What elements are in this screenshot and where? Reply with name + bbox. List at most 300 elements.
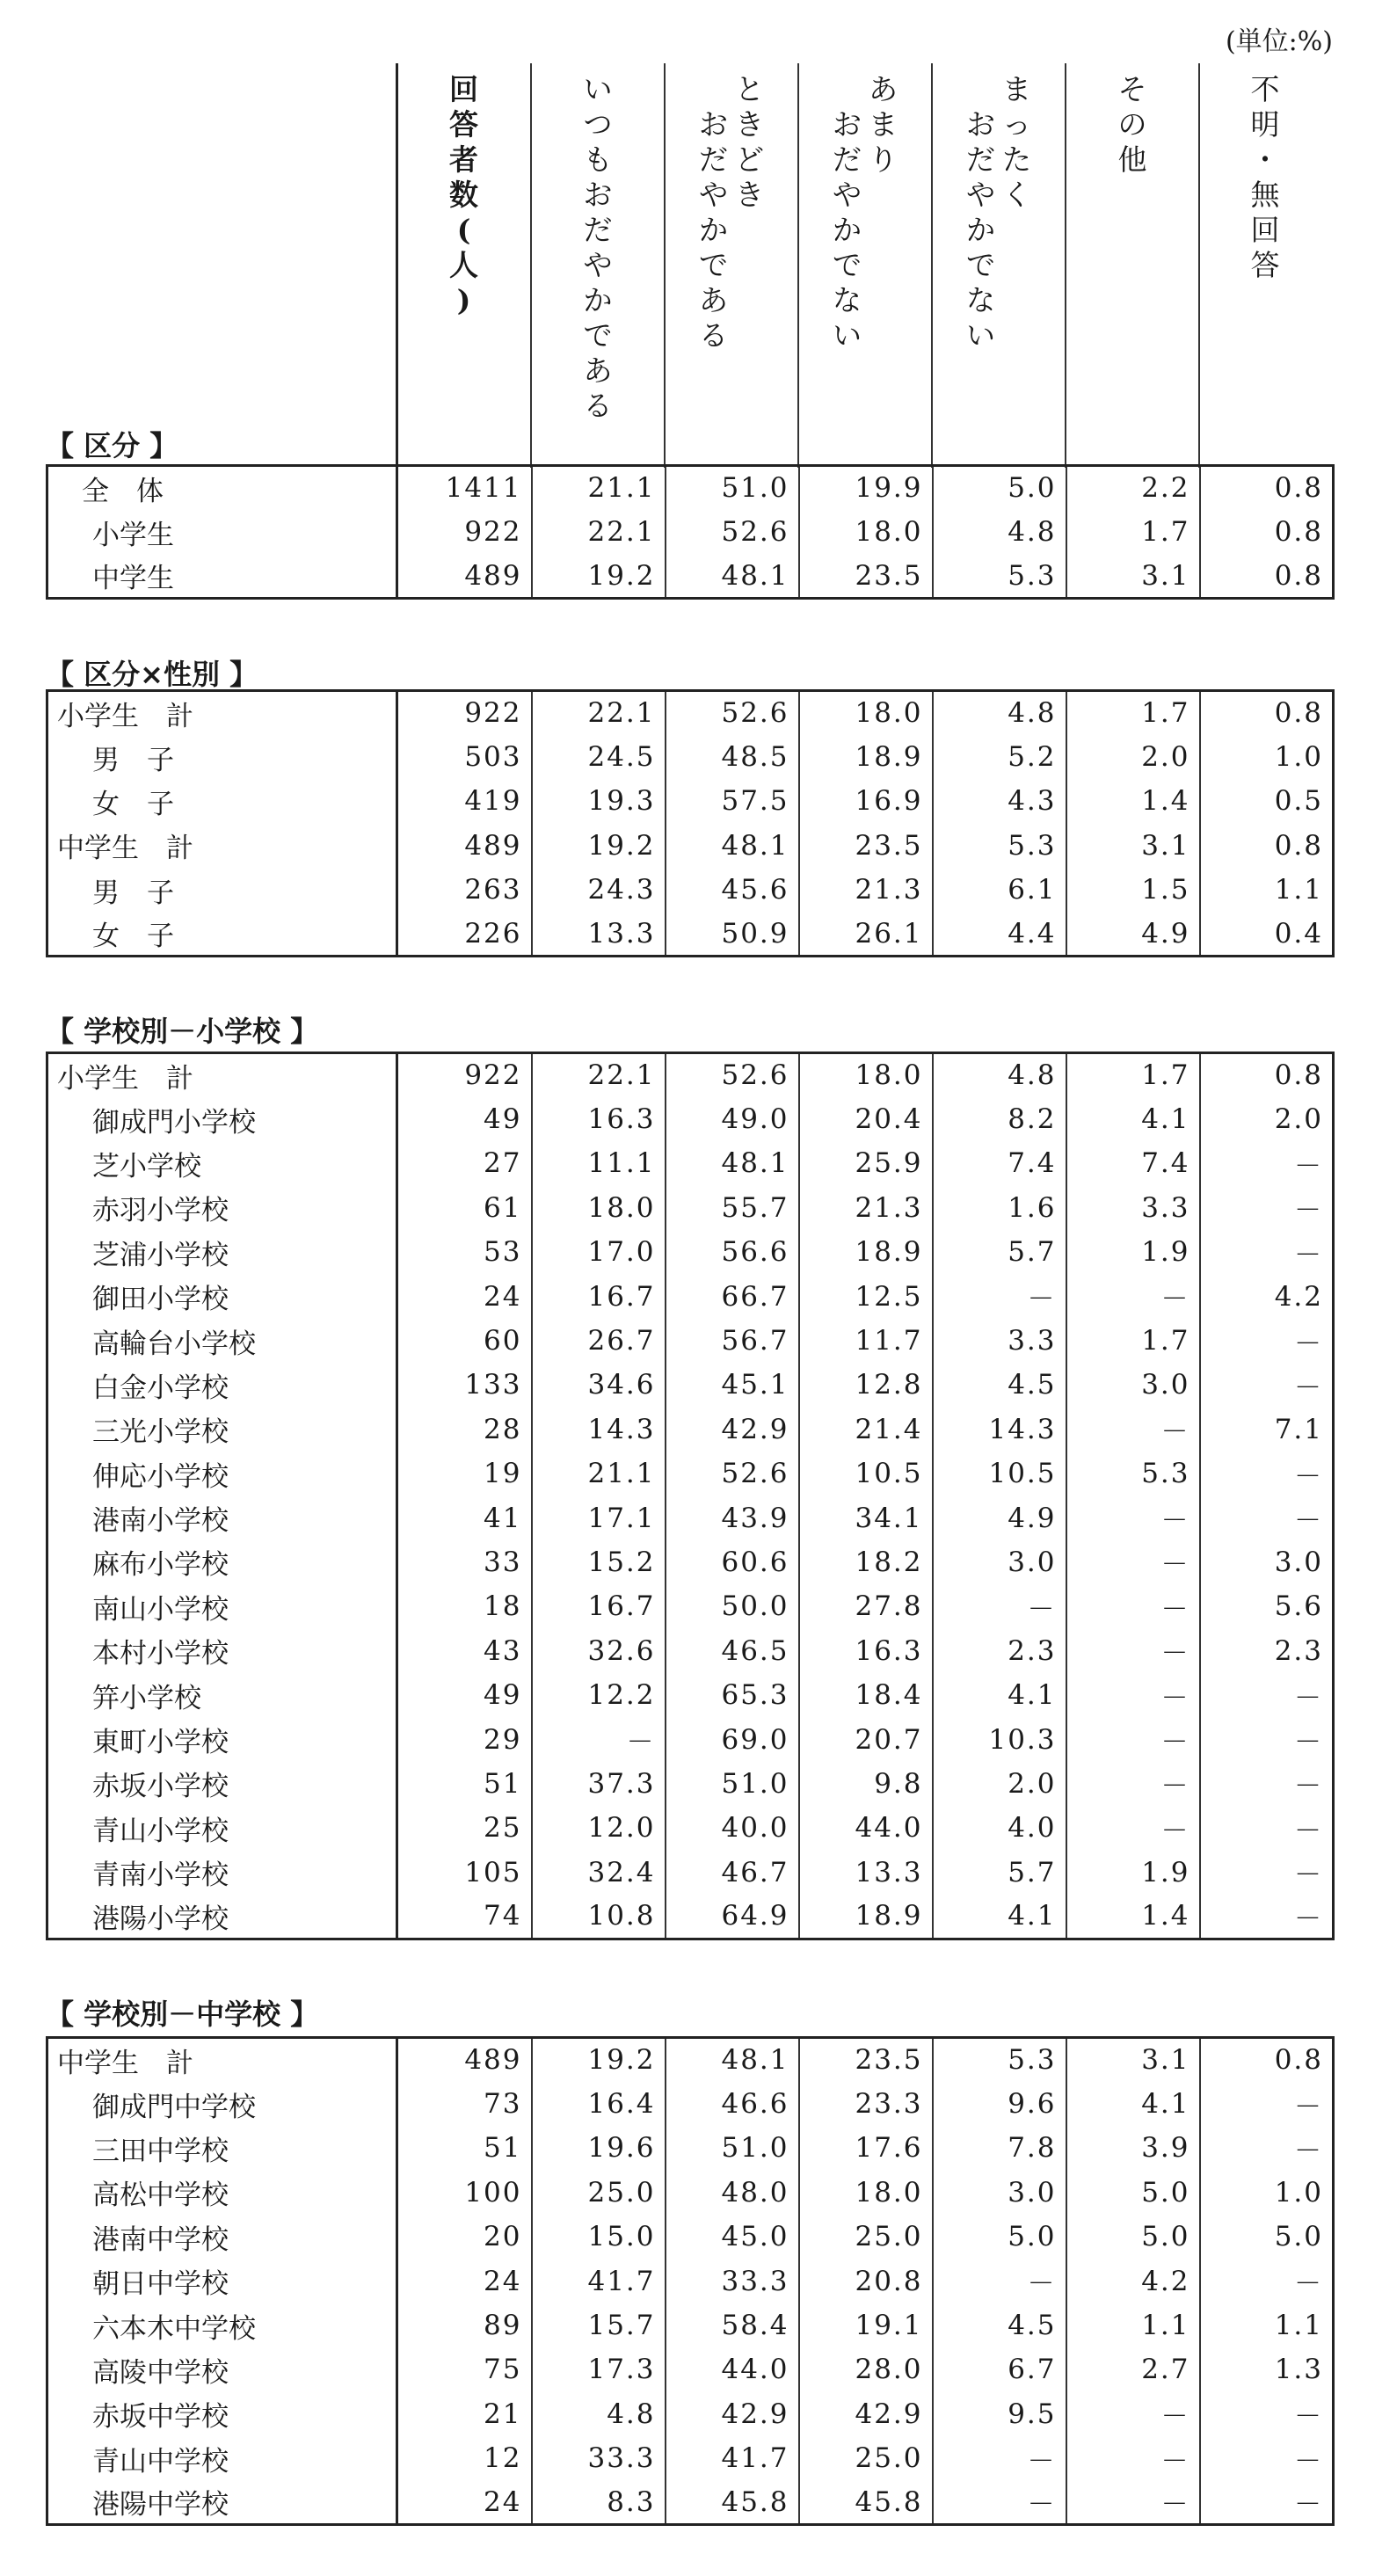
percent-cell: 5.0 [1200,2215,1334,2259]
table-row [47,1319,1334,1363]
row-label: 中学生 計 [57,2047,193,2079]
percent-cell: 1.9 [1066,1851,1200,1895]
percent-cell: 12.2 [532,1673,666,1717]
percent-cell: 5.2 [933,735,1066,779]
percent-cell: 23.5 [799,2038,933,2082]
percent-cell: － [1066,1495,1200,1539]
table-row [47,824,1334,868]
column-header-6 [1198,63,1330,468]
percent-cell: 15.0 [532,2215,666,2259]
percent-cell: 52.6 [666,510,799,554]
percent-cell: 13.3 [532,912,666,956]
column-header-text: お だ や か で あ る [699,107,728,353]
percent-cell: 56.6 [666,1230,799,1274]
section-title: 【 区分×性別 】 [46,658,258,691]
percent-cell: 41.7 [532,2259,666,2303]
percent-cell: 0.4 [1200,912,1334,956]
row-label: 高松中学校 [92,2179,229,2212]
table-row [47,2436,1334,2480]
percent-cell: 51.0 [666,2126,799,2170]
respondent-count-cell: 489 [397,2038,532,2082]
table-row [47,1363,1334,1407]
respondent-count-cell: 73 [397,2082,532,2126]
respondent-count-cell: 489 [397,824,532,868]
percent-cell: 3.0 [1066,1363,1200,1407]
section-title: 【 区分 】 [46,429,178,462]
percent-cell: 1.4 [1066,1895,1200,1939]
table-row [47,554,1334,598]
row-label: 小学生 計 [57,1062,193,1095]
percent-cell: 18.4 [799,1673,933,1717]
table-row [47,1629,1334,1673]
table-row [47,1673,1334,1717]
percent-cell: － [1066,1673,1200,1717]
row-label: 御成門中学校 [92,2091,256,2123]
percent-cell: 24.5 [532,735,666,779]
percent-cell: 9.5 [933,2392,1066,2436]
percent-cell: 19.2 [532,2038,666,2082]
percent-cell: 13.3 [799,1851,933,1895]
table-row [47,510,1334,554]
percent-cell: 4.8 [532,2392,666,2436]
percent-cell: 4.1 [1066,1097,1200,1141]
percent-cell: 48.0 [666,2171,799,2215]
table-row [47,1495,1334,1539]
percent-cell: － [933,2259,1066,2303]
percent-cell: 57.5 [666,779,799,823]
percent-cell: 3.1 [1066,824,1200,868]
percent-cell: 45.1 [666,1363,799,1407]
respondent-count-cell: 74 [397,1895,532,1939]
percent-cell: 24.3 [532,868,666,912]
percent-cell: 0.8 [1200,554,1334,598]
percent-cell: 2.7 [1066,2347,1200,2391]
table-row [47,1230,1334,1274]
percent-cell: 26.1 [799,912,933,956]
percent-cell: － [933,1274,1066,1318]
percent-cell: 48.1 [666,554,799,598]
percent-cell: 3.1 [1066,2038,1200,2082]
column-header-4 [931,63,1065,468]
percent-cell: 8.2 [933,1097,1066,1141]
column-header-text: あ ま り [869,72,898,177]
column-header-text: お だ や か で な い [833,107,862,353]
column-header-text: と き ど き [735,72,764,212]
table-row [47,2392,1334,2436]
row-label: 赤羽小学校 [92,1195,229,1227]
row-label: 港陽中学校 [92,2489,229,2521]
table-row [47,2303,1334,2347]
percent-cell: 3.0 [933,1540,1066,1584]
table-row [47,1895,1334,1939]
percent-cell: 17.1 [532,1495,666,1539]
percent-cell: 15.2 [532,1540,666,1584]
percent-cell: 3.3 [933,1319,1066,1363]
row-label: 東町小学校 [92,1727,229,1759]
percent-cell: 16.7 [532,1274,666,1318]
percent-cell: 1.5 [1066,868,1200,912]
data-table [46,1052,1335,1940]
percent-cell: 23.5 [799,824,933,868]
row-label: 御田小学校 [92,1284,229,1316]
percent-cell: 5.0 [1066,2171,1200,2215]
respondent-count-cell: 922 [397,691,532,735]
percent-cell: 4.9 [1066,912,1200,956]
percent-cell: 0.8 [1200,1053,1334,1097]
percent-cell: 10.5 [799,1452,933,1495]
percent-cell: 1.7 [1066,691,1200,735]
percent-cell: 55.7 [666,1186,799,1230]
percent-cell: 5.3 [933,554,1066,598]
percent-cell: － [933,2436,1066,2480]
percent-cell: 17.3 [532,2347,666,2391]
percent-cell: 56.7 [666,1319,799,1363]
row-label: 芝浦小学校 [92,1239,229,1271]
percent-cell: 1.4 [1066,779,1200,823]
table-row [47,735,1334,779]
percent-cell: 4.8 [933,510,1066,554]
percent-cell: 45.0 [666,2215,799,2259]
percent-cell: － [1200,1141,1334,1185]
row-label: 伸応小学校 [92,1460,229,1493]
percent-cell: － [1200,1495,1334,1539]
percent-cell: 5.3 [1066,1452,1200,1495]
respondent-count-cell: 24 [397,2259,532,2303]
column-header-5 [1065,63,1198,468]
percent-cell: 42.9 [666,2392,799,2436]
respondent-count-cell: 226 [397,912,532,956]
percent-cell: 2.0 [1066,735,1200,779]
column-header-0 [396,63,529,468]
percent-cell: 2.3 [933,1629,1066,1673]
row-label: 高輪台小学校 [92,1328,256,1360]
percent-cell: 6.7 [933,2347,1066,2391]
percent-cell: 48.1 [666,1141,799,1185]
respondent-count-cell: 60 [397,1319,532,1363]
column-header-1 [530,63,664,468]
row-label: 麻布小学校 [92,1549,229,1582]
percent-cell: 26.7 [532,1319,666,1363]
table-row [47,1274,1334,1318]
percent-cell: － [1066,1408,1200,1452]
percent-cell: 19.2 [532,824,666,868]
percent-cell: 22.1 [532,691,666,735]
table-row [47,2480,1334,2524]
percent-cell: 21.4 [799,1408,933,1452]
percent-cell: － [1200,1319,1334,1363]
percent-cell: 5.0 [933,2215,1066,2259]
respondent-count-cell: 49 [397,1673,532,1717]
percent-cell: 1.0 [1200,2171,1334,2215]
percent-cell: 2.0 [933,1762,1066,1806]
respondent-count-cell: 43 [397,1629,532,1673]
percent-cell: － [532,1717,666,1761]
percent-cell: 3.1 [1066,554,1200,598]
table-row [47,1186,1334,1230]
column-header-text: い つ も お だ や か で あ る [583,72,613,423]
row-label: 朝日中学校 [92,2268,229,2301]
percent-cell: 48.1 [666,2038,799,2082]
percent-cell: 11.1 [532,1141,666,1185]
percent-cell: 3.0 [933,2171,1066,2215]
percent-cell: 65.3 [666,1673,799,1717]
percent-cell: 32.6 [532,1629,666,1673]
percent-cell: 7.8 [933,2126,1066,2170]
percent-cell: 4.1 [1066,2082,1200,2126]
percent-cell: 4.1 [933,1895,1066,1939]
percent-cell: 50.0 [666,1584,799,1628]
percent-cell: 12.8 [799,1363,933,1407]
percent-cell: 3.0 [1200,1540,1334,1584]
column-header-text: ま っ た く [1002,72,1031,212]
respondent-count-cell: 28 [397,1408,532,1452]
percent-cell: 12.0 [532,1806,666,1850]
percent-cell: 9.6 [933,2082,1066,2126]
percent-cell: 1.6 [933,1186,1066,1230]
percent-cell: 23.3 [799,2082,933,2126]
respondent-count-cell: 41 [397,1495,532,1539]
percent-cell: － [1066,1717,1200,1761]
row-label: 芝小学校 [92,1150,201,1182]
percent-cell: 69.0 [666,1717,799,1761]
percent-cell: 3.3 [1066,1186,1200,1230]
percent-cell: － [1200,2436,1334,2480]
percent-cell: 18.0 [799,2171,933,2215]
percent-cell: 4.2 [1200,1274,1334,1318]
percent-cell: 33.3 [532,2436,666,2480]
percent-cell: 0.8 [1200,510,1334,554]
row-label: 小学生 [92,519,174,551]
percent-cell: 22.1 [532,1053,666,1097]
percent-cell: － [1200,1806,1334,1850]
percent-cell: 34.6 [532,1363,666,1407]
row-label: 御成門小学校 [92,1106,256,1139]
row-label: 三田中学校 [92,2135,229,2167]
percent-cell: 1.7 [1066,1319,1200,1363]
table-row [47,1762,1334,1806]
percent-cell: 20.4 [799,1097,933,1141]
percent-cell: 5.0 [933,466,1066,510]
table-row [47,2082,1334,2126]
percent-cell: 4.4 [933,912,1066,956]
percent-cell: － [1200,2082,1334,2126]
percent-cell: － [1066,2436,1200,2480]
row-label: 小学生 計 [57,700,193,732]
percent-cell: 17.6 [799,2126,933,2170]
percent-cell: － [1066,1806,1200,1850]
percent-cell: 45.8 [799,2480,933,2524]
percent-cell: 34.1 [799,1495,933,1539]
percent-cell: － [933,1584,1066,1628]
percent-cell: 4.1 [933,1673,1066,1717]
row-label: 六本木中学校 [92,2312,256,2345]
data-table [46,689,1335,957]
percent-cell: 4.8 [933,1053,1066,1097]
percent-cell: 2.2 [1066,466,1200,510]
percent-cell: 14.3 [933,1408,1066,1452]
percent-cell: 1.3 [1200,2347,1334,2391]
respondent-count-cell: 89 [397,2303,532,2347]
percent-cell: 4.0 [933,1806,1066,1850]
column-header-2 [664,63,797,468]
table-row [47,1452,1334,1495]
row-label: 赤坂中学校 [92,2401,229,2434]
table-row [47,1141,1334,1185]
percent-cell: 18.9 [799,1230,933,1274]
table-row [47,1851,1334,1895]
percent-cell: 4.9 [933,1495,1066,1539]
percent-cell: － [1200,2126,1334,2170]
percent-cell: 48.5 [666,735,799,779]
percent-cell: 16.3 [532,1097,666,1141]
respondent-count-cell: 263 [397,868,532,912]
percent-cell: 48.1 [666,824,799,868]
percent-cell: 2.0 [1200,1097,1334,1141]
percent-cell: － [1200,1762,1334,1806]
percent-cell: 1.1 [1200,2303,1334,2347]
respondent-count-cell: 19 [397,1452,532,1495]
percent-cell: 66.7 [666,1274,799,1318]
percent-cell: 27.8 [799,1584,933,1628]
respondent-count-cell: 51 [397,2126,532,2170]
row-label: 港南中学校 [92,2223,229,2256]
section-title: 【 学校別－小学校 】 [46,1015,319,1048]
table-row [47,1717,1334,1761]
percent-cell: 4.2 [1066,2259,1200,2303]
percent-cell: － [933,2480,1066,2524]
row-label: 青南小学校 [92,1859,229,1892]
table-row [47,912,1334,956]
percent-cell: 17.0 [532,1230,666,1274]
percent-cell: 32.4 [532,1851,666,1895]
percent-cell: － [1200,2259,1334,2303]
percent-cell: 12.5 [799,1274,933,1318]
percent-cell: － [1066,1762,1200,1806]
table-row [47,2038,1334,2082]
respondent-count-cell: 33 [397,1540,532,1584]
respondent-count-cell: 61 [397,1186,532,1230]
percent-cell: 0.8 [1200,2038,1334,2082]
unit-label: (単位:%) [1225,26,1333,57]
percent-cell: 49.0 [666,1097,799,1141]
row-label: 全 体 [82,475,164,507]
row-label: 本村小学校 [92,1638,229,1670]
percent-cell: 51.0 [666,1762,799,1806]
percent-cell: 44.0 [799,1806,933,1850]
row-label: 赤坂小学校 [92,1771,229,1803]
percent-cell: 43.9 [666,1495,799,1539]
percent-cell: － [1200,1673,1334,1717]
percent-cell: － [1200,1851,1334,1895]
respondent-count-cell: 922 [397,1053,532,1097]
percent-cell: 10.3 [933,1717,1066,1761]
table-row [47,1540,1334,1584]
percent-cell: 18.0 [799,1053,933,1097]
percent-cell: 11.7 [799,1319,933,1363]
percent-cell: 45.8 [666,2480,799,2524]
table-row [47,779,1334,823]
percent-cell: 16.3 [799,1629,933,1673]
percent-cell: 0.8 [1200,824,1334,868]
percent-cell: 18.0 [799,510,933,554]
percent-cell: 1.1 [1066,2303,1200,2347]
percent-cell: － [1200,1186,1334,1230]
respondent-count-cell: 419 [397,779,532,823]
respondent-count-cell: 49 [397,1097,532,1141]
percent-cell: 18.2 [799,1540,933,1584]
respondent-count-cell: 12 [397,2436,532,2480]
percent-cell: 52.6 [666,1452,799,1495]
percent-cell: 19.3 [532,779,666,823]
percent-cell: 60.6 [666,1540,799,1584]
respondent-count-cell: 29 [397,1717,532,1761]
percent-cell: 45.6 [666,868,799,912]
percent-cell: 21.3 [799,868,933,912]
percent-cell: 64.9 [666,1895,799,1939]
table-row [47,1408,1334,1452]
percent-cell: 3.9 [1066,2126,1200,2170]
respondent-count-cell: 24 [397,1274,532,1318]
row-label: 中学生 計 [57,833,193,865]
percent-cell: 42.9 [799,2392,933,2436]
percent-cell: 21.1 [532,1452,666,1495]
percent-cell: － [1066,2392,1200,2436]
percent-cell: 42.9 [666,1408,799,1452]
percent-cell: 2.3 [1200,1629,1334,1673]
percent-cell: 21.3 [799,1186,933,1230]
respondent-count-cell: 24 [397,2480,532,2524]
percent-cell: 5.0 [1066,2215,1200,2259]
percent-cell: 1.7 [1066,1053,1200,1097]
percent-cell: 4.5 [933,1363,1066,1407]
respondent-count-cell: 1411 [397,466,532,510]
respondent-count-cell: 489 [397,554,532,598]
percent-cell: 4.5 [933,2303,1066,2347]
percent-cell: 33.3 [666,2259,799,2303]
row-label: 白金小学校 [92,1372,229,1404]
row-label: 女 子 [92,921,174,953]
respondent-count-cell: 100 [397,2171,532,2215]
percent-cell: 25.0 [799,2436,933,2480]
percent-cell: － [1200,1230,1334,1274]
row-label: 南山小学校 [92,1593,229,1626]
respondent-count-cell: 503 [397,735,532,779]
percent-cell: － [1200,1363,1334,1407]
row-label: 港陽小学校 [92,1903,229,1935]
row-label: 青山中学校 [92,2445,229,2478]
percent-cell: － [1066,1540,1200,1584]
respondent-count-cell: 18 [397,1584,532,1628]
percent-cell: 1.1 [1200,868,1334,912]
percent-cell: 20.8 [799,2259,933,2303]
percent-cell: － [1066,1274,1200,1318]
percent-cell: 52.6 [666,1053,799,1097]
percent-cell: 44.0 [666,2347,799,2391]
respondent-count-cell: 25 [397,1806,532,1850]
row-label: 男 子 [92,877,174,909]
percent-cell: 0.8 [1200,466,1334,510]
percent-cell: － [1200,1452,1334,1495]
percent-cell: 16.4 [532,2082,666,2126]
percent-cell: 10.8 [532,1895,666,1939]
percent-cell: 40.0 [666,1806,799,1850]
percent-cell: 51.0 [666,466,799,510]
table-row [47,2215,1334,2259]
percent-cell: 9.8 [799,1762,933,1806]
row-label: 笄小学校 [92,1682,201,1714]
table-row [47,1806,1334,1850]
table-row [47,466,1334,510]
